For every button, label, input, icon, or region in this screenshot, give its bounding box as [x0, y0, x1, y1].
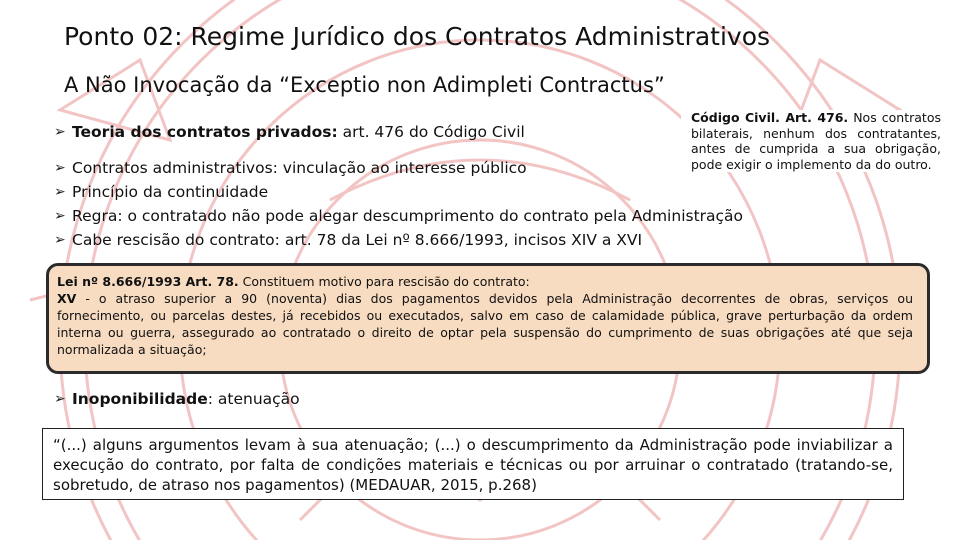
page-title: Ponto 02: Regime Jurídico dos Contratos Administrativos — [64, 22, 771, 51]
list-item — [54, 159, 527, 177]
bullet-teoria — [54, 123, 525, 141]
quote-text: “(...) alguns argumentos levam à sua atenuação; (...) o descumprimento da Administração pode inviabilizar a execução do contrato, por falta de condições materiais e técnicas ou por arruinar o contratado (tratando-se, sobretudo, de atraso nos pagamentos) (MEDAUAR, 2015, p.268) — [53, 436, 893, 494]
bullet-text: Regra: o contratado não pode alegar descumprimento do contrato pela Administração — [72, 207, 744, 225]
law-heading — [57, 273, 913, 290]
law-heading-text: Constituem motivo para rescisão do contrato: — [238, 274, 530, 289]
teoria-label: Teoria dos contratos privados: — [72, 123, 338, 141]
teoria-text: art. 476 do Código Civil — [337, 123, 525, 141]
list-item — [54, 183, 268, 201]
bullet-inoponibilidade — [54, 390, 300, 408]
civil-code-heading: Código Civil. Art. 476. — [691, 110, 849, 125]
law-heading-bold: Lei nº 8.666/1993 Art. 78. — [57, 274, 239, 289]
arrow-bullet-icon: ➢ — [54, 232, 66, 248]
law-item-text: - o atraso superior a 90 (noventa) dias dos pagamentos devidos pela Administração decorrentes de obras, serviços ou fornecimento, ou parcelas destes, já recebidos ou executados, salvo em caso de calamidade pública, grave perturbação da ordem interna ou guerra, assegurado ao contratado o direito de optar pela suspensão do cumprimento de suas obrigações até que seja normalizada a situação; — [57, 291, 913, 357]
bullet-text: Princípio da continuidade — [72, 183, 269, 201]
bullet-text: Cabe rescisão do contrato: art. 78 da Lei nº 8.666/1993, incisos XIV a XVI — [72, 231, 643, 249]
arrow-bullet-icon: ➢ — [54, 160, 66, 176]
page-subtitle: A Não Invocação da “Exceptio non Adimpleti Contractus” — [64, 73, 665, 97]
law-item — [57, 290, 913, 358]
arrow-bullet-icon: ➢ — [54, 208, 66, 224]
inoponibilidade-label: Inoponibilidade — [72, 390, 208, 408]
arrow-bullet-icon: ➢ — [54, 184, 66, 200]
civil-code-text: Nos contratos bilaterais, nenhum dos contratantes, antes de cumprida a sua obrigação, pode exigir o implemento da do outro. — [691, 110, 941, 172]
list-item — [54, 207, 743, 225]
quote-box — [42, 428, 904, 500]
list-item — [54, 231, 642, 249]
arrow-bullet-icon: ➢ — [54, 124, 66, 140]
law-excerpt-box — [46, 263, 930, 374]
law-item-number: XV — [57, 291, 77, 306]
inoponibilidade-text: : atenuação — [207, 390, 300, 408]
arrow-bullet-icon: ➢ — [54, 391, 66, 407]
civil-code-note — [681, 110, 941, 172]
bullet-text: Contratos administrativos: vinculação ao interesse público — [72, 159, 527, 177]
